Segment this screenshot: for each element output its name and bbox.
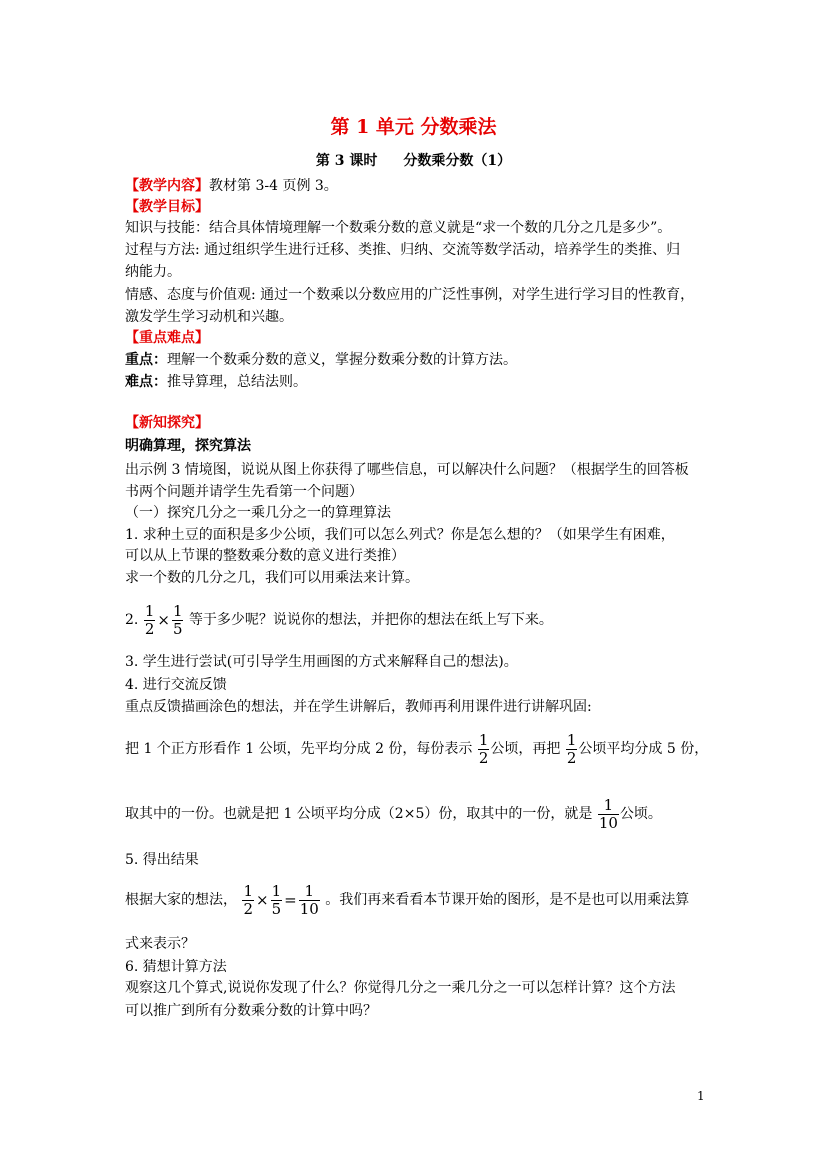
content-text: 教材第 3-4 页例 3。: [209, 178, 338, 194]
paragraph-2b: 公顷，再把: [490, 741, 561, 757]
content-label: 【教学内容】: [125, 178, 209, 194]
paragraph-4: [125, 878, 689, 922]
unit-title: 第 1 单元 分数乘法: [330, 116, 497, 138]
fraction-one-fifth: $\frac{1}{5}$: [271, 881, 282, 918]
lesson-topic: 分数乘分数（1）: [403, 153, 512, 169]
paragraph-3b: 公顷。: [619, 806, 662, 822]
difficult-label: 难点：: [125, 374, 167, 390]
goal-line-2: 过程与方法: 通过组织学生进行迁移、类推、归纳、交流等数学活动，培养学生的类推、归: [125, 242, 681, 258]
fraction-one-tenth: $\frac{1}{10}$: [598, 795, 618, 832]
question-2: [125, 602, 553, 638]
fraction-one-fifth: $\frac{1}{5}$: [172, 601, 183, 638]
paragraph-1b: 书两个问题并请学生先看第一个问题）: [125, 484, 363, 500]
difficult-text: 推导算理，总结法则。: [167, 374, 307, 390]
times-sign: ×: [256, 891, 269, 909]
goal-line-4: 情感、态度与价值观: 通过一个数乘以分数应用的广泛性事例，对学生进行学习目的性教育，: [125, 287, 695, 303]
fraction-one-half: $\frac{1}{2}$: [144, 601, 155, 638]
paragraph-2: [125, 727, 708, 771]
paragraph-3a: 取其中的一份。也就是把 1 公顷平均分成（2×5）份，取其中的一份，就是: [125, 806, 593, 822]
paragraph-2c: 公顷平均分成 5 份，: [578, 741, 709, 757]
explore-label: 【新知探究】: [125, 415, 209, 431]
question-1b: 可以从上节课的整数乘分数的意义进行类推）: [125, 548, 405, 564]
goal-line-5: 激发学生学习动机和兴趣。: [125, 309, 293, 325]
question-1c: 求一个数的几分之几，我们可以用乘法来计算。: [125, 570, 419, 586]
paragraph-4b: 。我们再来看看本节课开始的图形，是不是也可以用乘法算: [325, 892, 690, 908]
question-1a: 1. 求种土豆的面积是多少公顷，我们可以怎么列式？你是怎么想的？（如果学生有困难，: [125, 527, 675, 543]
difficult-point: [125, 372, 307, 392]
lesson-number: 第 3 课时: [315, 153, 378, 169]
times-sign: ×: [157, 611, 170, 629]
question-5: 5. 得出结果: [125, 852, 199, 868]
fraction-one-half: $\frac{1}{2}$: [566, 730, 577, 767]
paragraph-5b: 可以推广到所有分数乘分数的计算中吗？: [125, 1003, 377, 1019]
question-3: 3. 学生进行尝试(可引导学生用画图的方式来解释自己的想法)。: [125, 654, 518, 670]
teaching-content: [125, 176, 338, 196]
lesson-subtitle: [0, 150, 827, 170]
question-2-number: 2.: [125, 612, 139, 628]
question-6: 6. 猜想计算方法: [125, 959, 227, 975]
paragraph-3: [125, 792, 662, 836]
key-label: 重点：: [125, 352, 167, 368]
question-4-detail: 重点反馈描画涂色的想法，并在学生讲解后，教师再利用课件进行讲解巩固:: [125, 699, 592, 715]
key-point: [125, 350, 517, 370]
section-1-heading: （一）探究几分之一乘几分之一的算理算法: [125, 505, 391, 521]
question-2-text: 等于多少呢？说说你的想法，并把你的想法在纸上写下来。: [188, 612, 553, 628]
paragraph-4c: 式来表示？: [125, 936, 195, 952]
paragraph-4a: 根据大家的想法，: [125, 892, 237, 908]
fraction-one-half: $\frac{1}{2}$: [243, 881, 253, 918]
fraction-one-half: $\frac{1}{2}$: [478, 730, 489, 767]
paragraph-2a: 把 1 个正方形看作 1 公顷，先平均分成 2 份，每份表示: [125, 741, 473, 757]
paragraph-1a: 出示例 3 情境图，说说从图上你获得了哪些信息，可以解决什么问题？（根据学生的回答板: [125, 462, 689, 478]
explore-heading: 明确算理，探究算法: [125, 438, 251, 454]
keypoints-label: 【重点难点】: [125, 330, 209, 346]
fraction-one-tenth: $\frac{1}{10}$: [299, 881, 319, 918]
goals-label: 【教学目标】: [125, 199, 209, 215]
equals-sign: =: [284, 891, 297, 909]
question-4: 4. 进行交流反馈: [125, 677, 227, 693]
paragraph-5a: 观察这几个算式,说说你发现了什么？你觉得几分之一乘几分之一可以怎样计算？这个方法: [125, 980, 676, 996]
page-number: 1: [697, 1089, 705, 1103]
goal-line-1: 知识与技能：结合具体情境理解一个数乘分数的意义就是“求一个数的几分之几是多少”。: [125, 220, 672, 236]
goal-line-3: 纳能力。: [125, 264, 181, 280]
key-text: 理解一个数乘分数的意义，掌握分数乘分数的计算方法。: [167, 352, 517, 368]
